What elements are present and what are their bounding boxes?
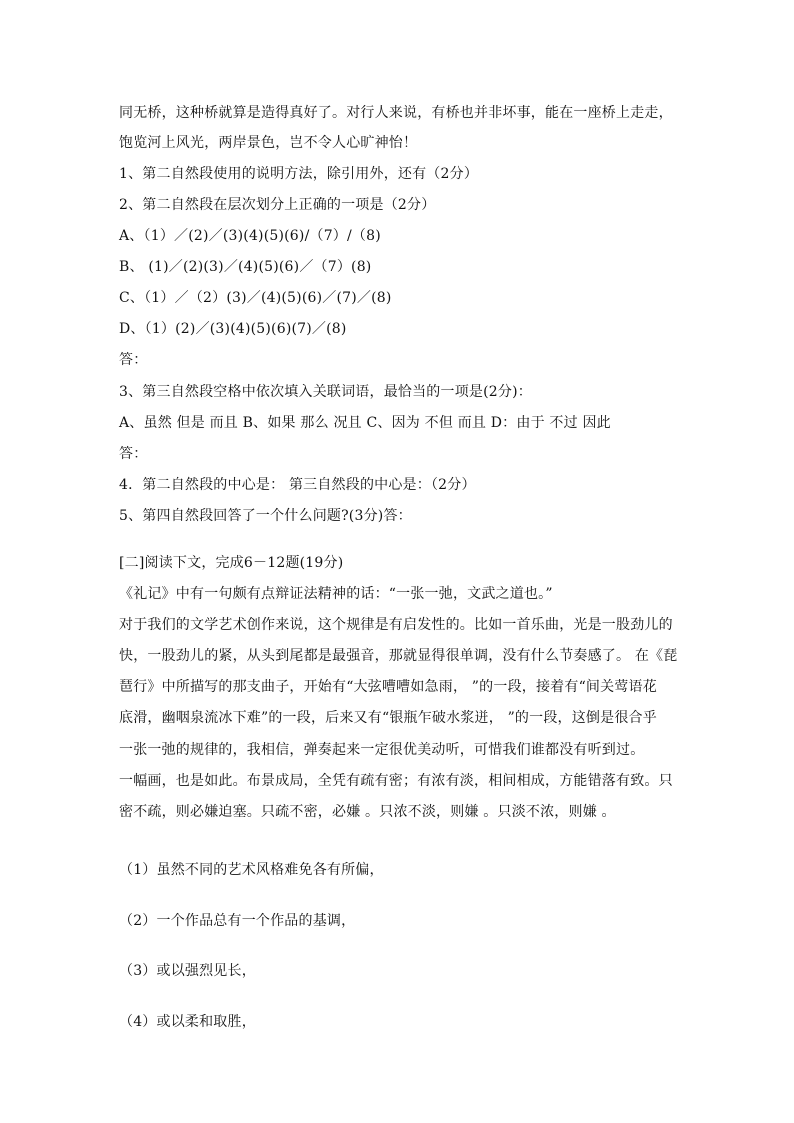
text-line: （4）或以柔和取胜， — [119, 1014, 256, 1030]
text-line: 5、第四自然段回答了一个什么问题?(3分)答： — [119, 508, 412, 524]
text-line: 2、第二自然段在层次划分上正确的一项是（2分） — [119, 197, 436, 213]
text-line: 一张一弛的规律的，我相信，弹奏起来一定很优美动听，可惜我们谁都没有听到过。 — [119, 742, 645, 758]
text-line: 快，一股劲儿的紧，从头到尾都是最强音，那就显得很单调，没有什么节奏感了。 在《琵 — [119, 648, 678, 664]
text-line: A、虽然 但是 而且 B、如果 那么 况且 C、因为 不但 而且 D：由于 不过 因此 — [119, 415, 611, 431]
text-line: B、 (1)／(2)(3)／(4)(5)(6)／（7）(8) — [119, 259, 372, 275]
text-line: 底滑，幽咽泉流冰下难”的一段，后来又有“银瓶乍破水浆迸， ”的一段，这倒是很合乎 — [119, 710, 657, 726]
text-line: 一幅画，也是如此。布景成局，全凭有疏有密；有浓有淡，相间相成，方能错落有致。只 — [119, 773, 673, 789]
text-line: 琶行》中所描写的那支曲子，开始有“大弦嘈嘈如急雨， ”的一段，接着有“间关莺语花 — [119, 679, 657, 695]
text-line: 饱览河上风光，两岸景色，岂不令人心旷神怡！ — [119, 135, 418, 151]
text-line: 对于我们的文学艺术创作来说，这个规律是有启发性的。比如一首乐曲，光是一股劲儿的 — [119, 617, 673, 633]
text-line: 4．第二自然段的中心是： 第三自然段的中心是：（2分） — [119, 477, 476, 493]
blank-line — [119, 937, 679, 953]
blank-line — [119, 828, 679, 844]
blank-line — [119, 531, 679, 547]
text-line: （2）一个作品总有一个作品的基调， — [119, 913, 356, 929]
text-line: 密不疏，则必嫌迫塞。只疏不密，必嫌 。只浓不淡，则嫌 。只淡不浓，则嫌 。 — [119, 804, 616, 820]
text-line: 《礼记》中有一句颇有点辩证法精神的话：“一张一弛，文武之道也。” — [119, 586, 553, 602]
blank-line — [119, 886, 679, 902]
text-line: （1）虽然不同的艺术风格难免各有所偏， — [119, 862, 384, 878]
text-line: C、（1）／（2）(3)／(4)(5)(6)／(7)／(8) — [119, 290, 392, 306]
text-line: （3）或以强烈见长， — [119, 963, 256, 979]
text-line: D、（1）(2)／(3)(4)(5)(6)(7)／(8) — [119, 321, 347, 337]
text-line: 1、第二自然段使用的说明方法，除引用外，还有（2分） — [119, 166, 479, 182]
section-heading: [二]阅读下文，完成6－12题(19分) — [119, 555, 344, 571]
text-line: 3、第三自然段空格中依次填入关联词语，最恰当的一项是(2分)： — [119, 384, 532, 400]
text-line: 答： — [119, 446, 148, 462]
text-line: A、（1）／(2)／(3)(4)(5)(6)/（7）/（8) — [119, 228, 381, 244]
text-line: 答： — [119, 352, 148, 368]
blank-line — [119, 987, 679, 1003]
text-line: 同无桥，这种桥就算是造得真好了。对行人来说，有桥也并非坏事，能在一座桥上走走， — [119, 105, 673, 121]
